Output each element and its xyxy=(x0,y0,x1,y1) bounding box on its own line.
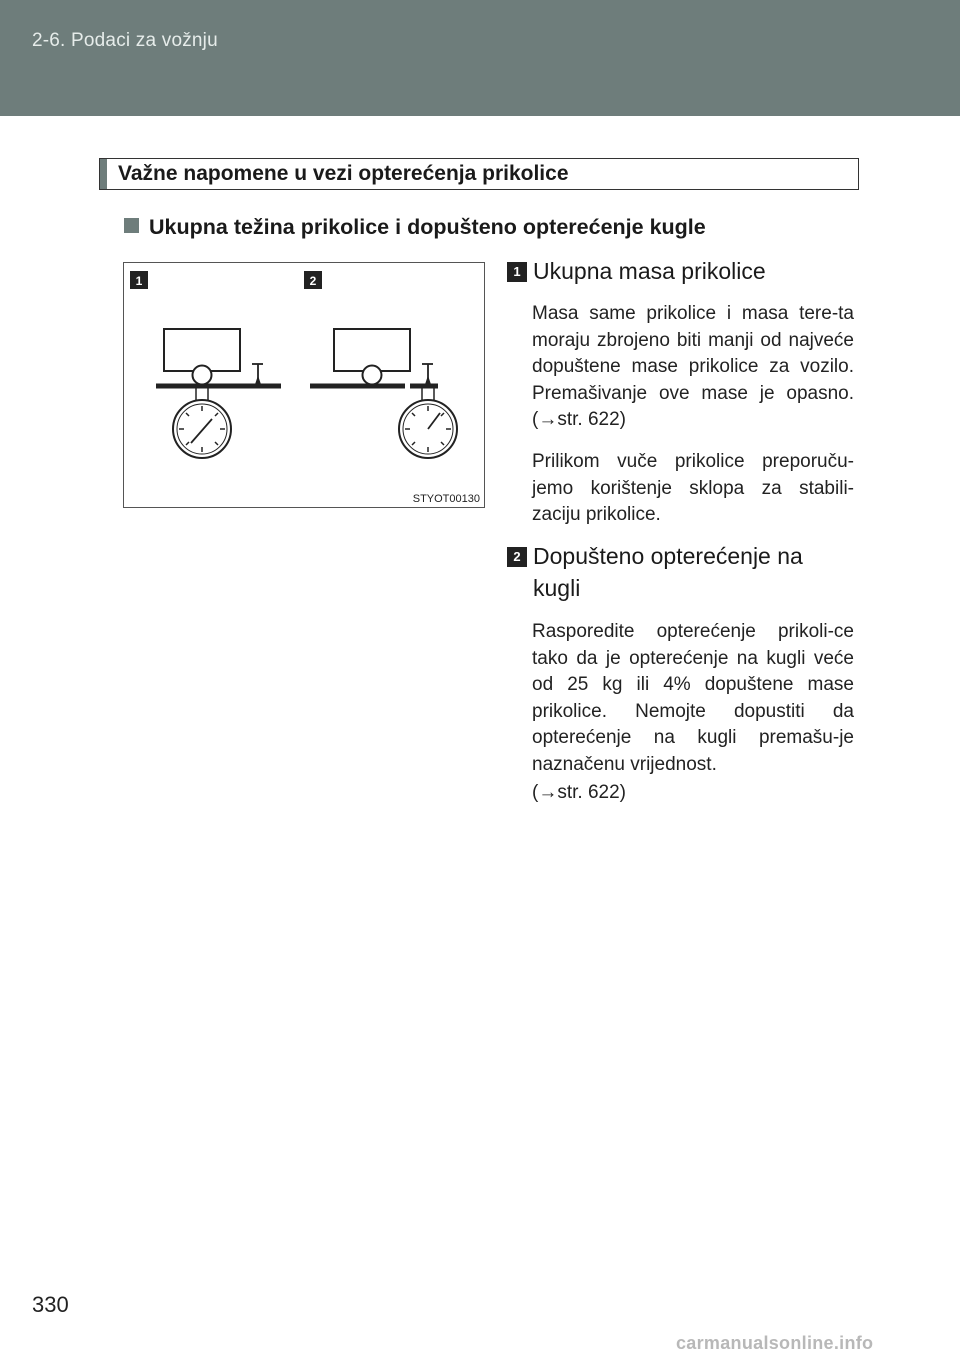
breadcrumb: 2-6. Podaci za vožnju xyxy=(32,30,218,51)
item-2-heading-line-1: Dopušteno opterećenje na xyxy=(533,543,803,569)
watermark: carmanualsonline.info xyxy=(676,1333,874,1353)
item-2-badge: 2 xyxy=(507,547,527,567)
figure-code: STYOT00130 xyxy=(412,493,480,505)
page-header xyxy=(0,0,960,116)
section-title-accent xyxy=(100,159,107,189)
item-2-paragraph-1: Rasporedite opterećenje prikoli-ce tako da je opterećenje na kugli veće od 25 kg ili 4% dopuštene mase prikolice. Nemojte dopustiti da opterećenje na kugli premašu-je naznačenu vrijednost. xyxy=(532,621,854,775)
section-title: Važne napomene u vezi opterećenja prikolice xyxy=(118,162,569,185)
item-1-heading: Ukupna masa prikolice xyxy=(533,258,766,284)
item-1-badge: 1 xyxy=(507,262,527,282)
figure-label-1: 1 xyxy=(135,274,143,288)
section-title-box xyxy=(99,158,859,190)
trailer-scene-2 xyxy=(310,329,457,458)
trailer-scene-1 xyxy=(156,329,281,458)
item-1-paragraph-2: Prilikom vuče prikolice preporuču-jemo korištenje sklopa za stabili-zaciju prikolice. xyxy=(532,451,854,525)
subsection-heading xyxy=(124,215,706,240)
subsection-title: Ukupna težina prikolice i dopušteno opterećenje kugle xyxy=(149,215,706,239)
trailer-weight-figure xyxy=(123,262,485,508)
figure-label-2: 2 xyxy=(309,274,317,288)
item-2-heading-line-2: kugli xyxy=(533,575,581,601)
item-1-paragraph-1: Masa same prikolice i masa tere-ta moraju zbrojeno biti manji od najveće dopuštene mase prikolice za vozilo. Premašivanje ove mase je opasno. (→str. 622) xyxy=(532,303,854,430)
trailer-scale-illustration xyxy=(124,263,486,509)
square-bullet-icon xyxy=(124,218,139,233)
item-2-paragraph-2: (→str. 622) xyxy=(532,782,626,803)
page-number: 330 xyxy=(32,1292,69,1317)
